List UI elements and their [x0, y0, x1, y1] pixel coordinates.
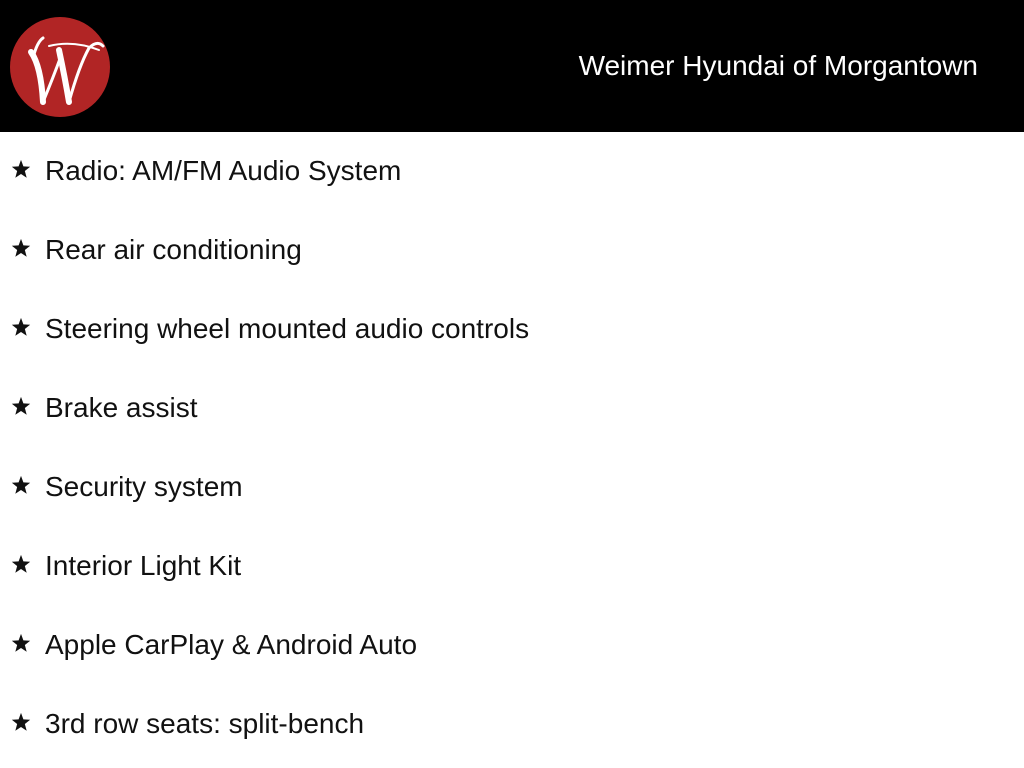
feature-item: [0, 132, 1024, 211]
star-icon: [10, 711, 32, 733]
feature-item: [0, 448, 1024, 527]
feature-item: [0, 685, 1024, 764]
dealer-name: Weimer Hyundai of Morgantown: [578, 50, 978, 81]
feature-item: [0, 527, 1024, 606]
feature-list: [0, 132, 1024, 764]
feature-item: [0, 606, 1024, 685]
star-icon: [10, 474, 32, 496]
star-icon: [10, 553, 32, 575]
feature-label: Apple CarPlay & Android Auto: [45, 629, 418, 660]
feature-label: Radio: AM/FM Audio System: [45, 155, 402, 186]
feature-item: [0, 290, 1024, 369]
feature-label: 3rd row seats: split-bench: [45, 708, 365, 739]
star-icon: [10, 395, 32, 417]
star-icon: [10, 158, 32, 180]
feature-label: Steering wheel mounted audio controls: [45, 313, 530, 344]
feature-label: Security system: [45, 471, 243, 502]
feature-label: Brake assist: [45, 392, 198, 423]
feature-item: [0, 369, 1024, 448]
star-icon: [10, 237, 32, 259]
feature-label: Rear air conditioning: [45, 234, 302, 265]
star-icon: [10, 316, 32, 338]
header-bar: [0, 0, 1024, 132]
dealer-logo-icon: [9, 16, 111, 118]
star-icon: [10, 632, 32, 654]
feature-label: Interior Light Kit: [45, 550, 242, 581]
feature-item: [0, 211, 1024, 290]
